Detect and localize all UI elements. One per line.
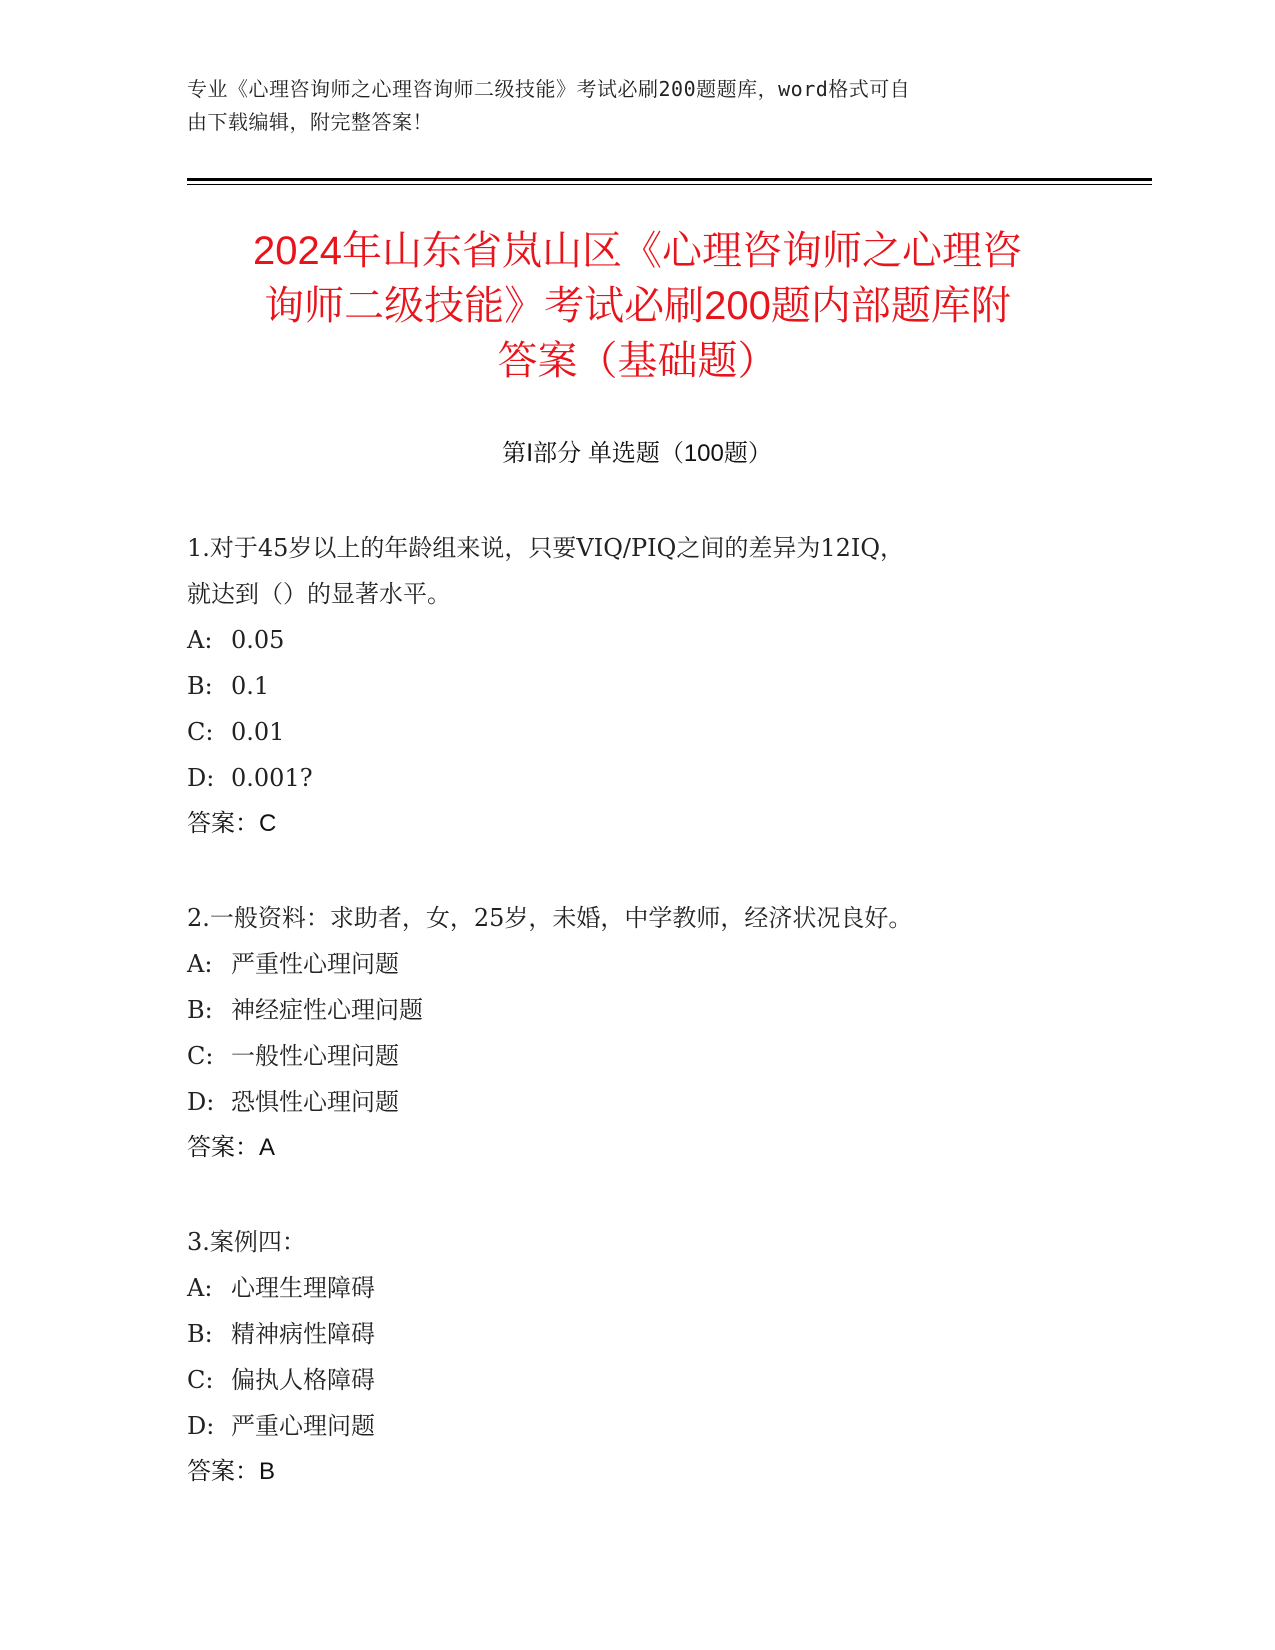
stem-line: 3.案例四： [187, 1228, 306, 1256]
header-note-line: 由下载编辑，附完整答案！ [187, 110, 433, 134]
option-d [187, 1079, 1067, 1125]
option-d [187, 1403, 1067, 1449]
answer-line: 答案：C [187, 810, 277, 837]
option-text: 0.01 [231, 718, 285, 746]
option-c [187, 1357, 1067, 1403]
question-list [187, 525, 1067, 1543]
option-text: 0.1 [231, 672, 270, 700]
option-letter: A: [187, 1274, 213, 1302]
option-text: 神经症性心理问题 [231, 996, 423, 1024]
answer-line: 答案：A [187, 1134, 276, 1161]
option-letter: C: [187, 718, 214, 746]
option-letter: B: [187, 672, 213, 700]
option-a [187, 617, 1067, 663]
option-text: 心理生理障碍 [231, 1274, 375, 1302]
header-note [187, 73, 1067, 139]
option-b [187, 663, 1067, 709]
option-text: 严重性心理问题 [231, 950, 399, 978]
option-letter: A: [187, 626, 213, 654]
option-a [187, 941, 1067, 987]
option-letter: D: [187, 764, 215, 792]
title-line: 答案（基础题） [497, 339, 778, 383]
stem-line: 1.对于45岁以上的年龄组来说，只要VIQ/PIQ之间的差异为12IQ， [187, 534, 905, 562]
document-title [170, 224, 1105, 389]
option-text: 一般性心理问题 [231, 1042, 399, 1070]
option-text: 偏执人格障碍 [231, 1366, 375, 1394]
question-2 [187, 895, 1067, 1171]
stem-line: 就达到（）的显著水平。 [187, 580, 451, 608]
answer-line: 答案：B [187, 1458, 276, 1485]
option-b [187, 1311, 1067, 1357]
title-line: 询师二级技能》考试必刷200题内部题库附 [264, 284, 1011, 328]
option-text: 0.001? [231, 764, 313, 792]
title-line: 2024年山东省岚山区《心理咨询师之心理咨 [253, 229, 1022, 273]
option-text: 精神病性障碍 [231, 1320, 375, 1348]
option-letter: B: [187, 996, 213, 1024]
stem-line: 2.一般资料：求助者，女，25岁，未婚，中学教师，经济状况良好。 [187, 904, 913, 932]
option-text: 恐惧性心理问题 [231, 1088, 399, 1116]
option-c [187, 1033, 1067, 1079]
question-1 [187, 525, 1067, 847]
question-stem [187, 895, 1067, 941]
option-c [187, 709, 1067, 755]
option-text: 0.05 [231, 626, 285, 654]
option-letter: B: [187, 1320, 213, 1348]
option-letter: D: [187, 1088, 215, 1116]
question-stem [187, 525, 1067, 617]
header-divider-thick [187, 178, 1152, 181]
option-letter: A: [187, 950, 213, 978]
option-text: 严重心理问题 [231, 1412, 375, 1440]
section-heading: 第Ⅰ部分 单选题（100题） [502, 440, 772, 467]
option-letter: C: [187, 1042, 214, 1070]
header-note-line: 专业《心理咨询师之心理咨询师二级技能》考试必刷200题题库，word格式可自 [187, 77, 911, 101]
option-b [187, 987, 1067, 1033]
question-3 [187, 1219, 1067, 1495]
question-stem [187, 1219, 1067, 1265]
header-divider-thin [187, 184, 1152, 185]
option-letter: C: [187, 1366, 214, 1394]
option-d [187, 755, 1067, 801]
option-a [187, 1265, 1067, 1311]
option-letter: D: [187, 1412, 215, 1440]
